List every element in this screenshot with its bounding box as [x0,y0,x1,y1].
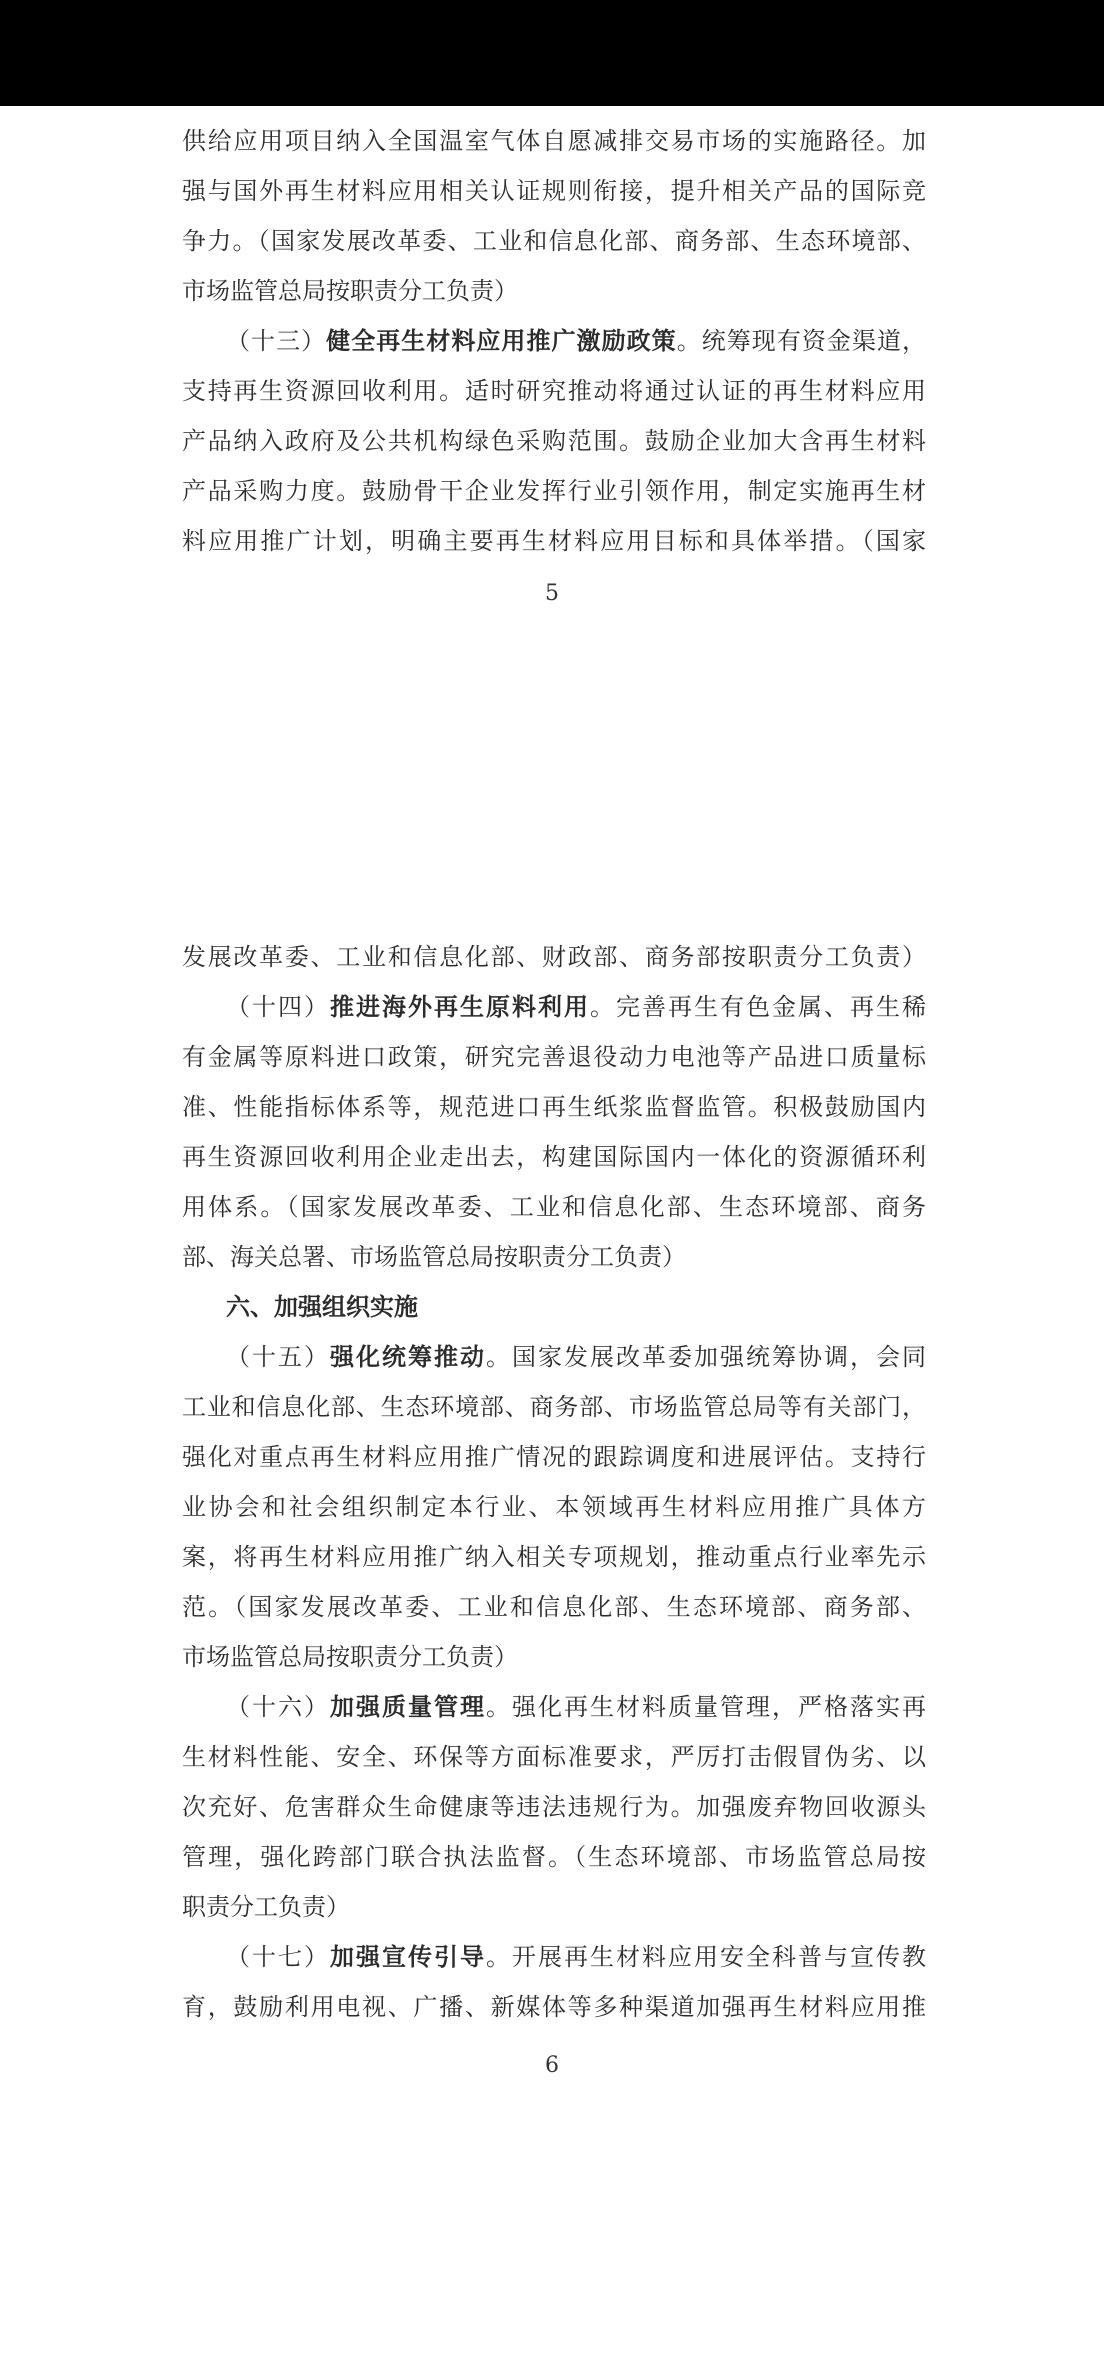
status-bar [0,0,1104,106]
text-line: 管理，强化跨部门联合执法监督。（生态环境部、市场监管总局按 [182,1843,926,1871]
paragraph-heading-line [182,1332,926,1382]
text-line: 准、性能指标体系等，规范进口再生纸浆监督监管。积极鼓励国内 [182,1093,926,1121]
item-text: 。统筹现有资金渠道， [676,327,926,355]
page-6-text [182,932,926,2032]
item-title: 推进海外再生原料利用 [330,992,590,1021]
text-line: 职责分工负责） [182,1893,350,1921]
text-line: 再生资源回收利用企业走出去，构建国际国内一体化的资源循环利 [182,1143,926,1171]
item-number: （十六） [226,1693,330,1721]
text-line: 发展改革委、工业和信息化部、财政部、商务部按职责分工负责） [182,943,926,971]
item-title: 强化统筹推动 [330,1342,486,1371]
item-text: 。国家发展改革委加强统筹协调，会同 [486,1343,926,1371]
item-text: 。开展再生材料应用安全科普与宣传教 [486,1943,926,1971]
page-number: 5 [545,581,559,606]
item-number: （十四） [226,993,330,1021]
paragraph-heading-line [182,316,926,366]
text-line: 范。（国家发展改革委、工业和信息化部、生态环境部、商务部、 [182,1593,926,1621]
text-line: 案，将再生材料应用推广纳入相关专项规划，推动重点行业率先示 [182,1543,926,1571]
item-text: 。完善再生有色金属、再生稀 [590,993,926,1021]
paragraph-heading-line [182,982,926,1032]
item-title: 加强宣传引导 [330,1942,486,1971]
text-line: 产品采购力度。鼓励骨干企业发挥行业引领作用，制定实施再生材 [182,477,926,505]
item-number: （十五） [226,1343,330,1371]
item-title: 加强质量管理 [330,1692,486,1721]
text-line: 市场监管总局按职责分工负责） [182,1643,518,1671]
text-line: 用体系。（国家发展改革委、工业和信息化部、生态环境部、商务 [182,1193,926,1221]
section-heading: 六、加强组织实施 [226,1292,418,1321]
text-line: 料应用推广计划，明确主要再生材料应用目标和具体举措。（国家 [182,527,926,555]
text-line: 业协会和社会组织制定本行业、本领域再生材料应用推广具体方 [182,1493,926,1521]
page-number: 6 [545,2053,559,2078]
paragraph-heading-line [182,1682,926,1732]
paragraph-heading-line [182,1932,926,1982]
item-text: 。强化再生材料质量管理，严格落实再 [486,1693,926,1721]
text-line: 市场监管总局按职责分工负责） [182,277,518,305]
item-number: （十七） [226,1943,330,1971]
text-line: 支持再生资源回收利用。适时研究推动将通过认证的再生材料应用 [182,377,926,405]
text-line: 争力。（国家发展改革委、工业和信息化部、商务部、生态环境部、 [182,227,926,255]
text-line: 工业和信息化部、生态环境部、商务部、市场监管总局等有关部门， [182,1393,926,1421]
text-line: 供给应用项目纳入全国温室气体自愿减排交易市场的实施路径。加 [182,127,926,155]
text-line: 强化对重点再生材料应用推广情况的跟踪调度和进展评估。支持行 [182,1443,926,1471]
text-line: 部、海关总署、市场监管总局按职责分工负责） [182,1243,686,1271]
text-line: 次充好、危害群众生命健康等违法违规行为。加强废弃物回收源头 [182,1793,926,1821]
text-line: 育，鼓励利用电视、广播、新媒体等多种渠道加强再生材料应用推 [182,1993,926,2021]
item-number: （十三） [226,327,327,355]
text-line: 有金属等原料进口政策，研究完善退役动力电池等产品进口质量标 [182,1043,926,1071]
item-title: 健全再生材料应用推广激励政策 [326,326,677,355]
page-5-text [182,116,926,566]
text-line: 产品纳入政府及公共机构绿色采购范围。鼓励企业加大含再生材料 [182,427,926,455]
text-line: 强与国外再生材料应用相关认证规则衔接，提升相关产品的国际竞 [182,177,926,205]
text-line: 生材料性能、安全、环保等方面标准要求，严厉打击假冒伪劣、以 [182,1743,926,1771]
